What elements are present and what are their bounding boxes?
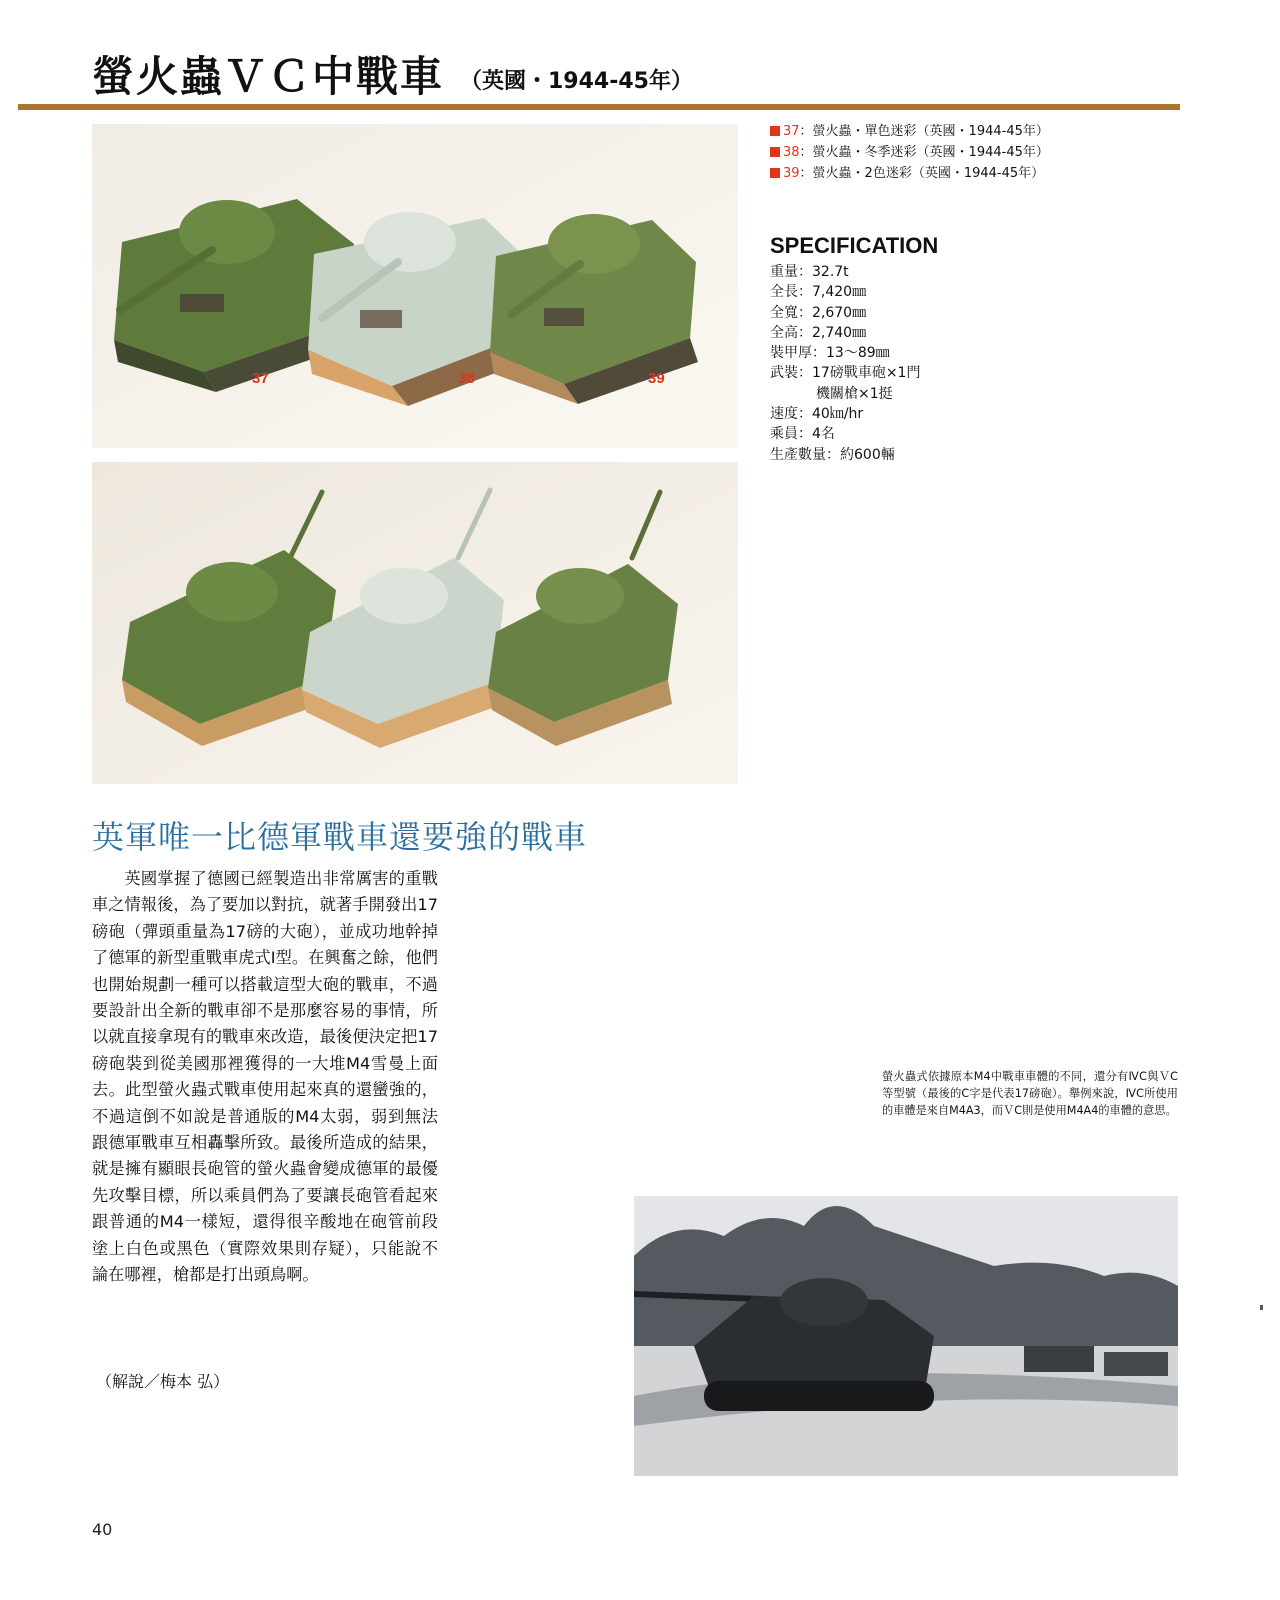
spec-armament: 武裝：17磅戰車砲×1門 [770, 365, 921, 382]
spec-width: 全寬：2,670㎜ [770, 304, 867, 321]
spec-crew: 乘員：4名 [770, 426, 835, 443]
tank-label-37: 37 [252, 370, 269, 387]
red-square-icon [770, 168, 780, 178]
page-subtitle: （英國・1944-45年） [460, 69, 693, 94]
historical-tank-photo [634, 1196, 1178, 1476]
page-number: 40 [92, 1520, 113, 1539]
photo-caption: 螢火蟲式依據原本M4中戰車車體的不同，還分有ⅣC與ＶC等型號（最後的C字是代表17磅砲）。舉例來說，ⅣC所使用的車體是來自M4A3，而ＶC則是使用M4A4的車體的意思。 [882, 1070, 1178, 1117]
spec-armament-secondary: 機關槍×1挺 [816, 385, 893, 402]
spec-production: 生產數量：約600輛 [770, 446, 895, 463]
legend-item-39: 39：螢火蟲・2色迷彩（英國・1944-45年） [770, 163, 1049, 184]
legend-item-37: 37：螢火蟲・單色迷彩（英國・1944-45年） [770, 121, 1049, 142]
tank-label-38: 38 [458, 370, 475, 387]
specification-list [770, 262, 920, 465]
legend-item-38: 38：螢火蟲・冬季迷彩（英國・1944-45年） [770, 142, 1049, 163]
page-title: 螢火蟲ＶＣ中戰車 [92, 52, 445, 101]
title-rule [18, 104, 1180, 110]
article-heading: 英軍唯一比德軍戰車還要強的戰車 [92, 818, 588, 856]
spec-weight: 重量：32.7t [770, 264, 849, 280]
spec-speed: 速度：40㎞/hr [770, 406, 864, 423]
tank-models-photo-front [92, 124, 738, 448]
red-square-icon [770, 147, 780, 157]
spec-length: 全長：7,420㎜ [770, 284, 867, 301]
article-paragraph: 英國掌握了德國已經製造出非常厲害的重戰車之情報後，為了要加以對抗，就著手開發出17磅砲（彈頭重量為17磅的大砲），並成功地幹掉了德軍的新型重戰車虎式Ⅰ型。在興奮之餘，他們也開始規劃一種可以搭載這型大砲的戰車，不過要設計出全新的戰車卻不是那麼容易的事情，所以就直接拿現有的戰車來改造，最後便決定把17磅砲裝到從美國那裡獲得的一大堆M4雪曼上面去。此型螢火蟲式戰車使用起來真的還蠻強的，不過這倒不如說是普通版的M4太弱，弱到無法跟德軍戰車互相轟擊所致。最後所造成的結果，就是擁有顯眼長砲管的螢火蟲會變成德軍的最優先攻擊目標，所以乘員們為了要讓長砲管看起來跟普通的M4一樣短，還得很辛酸地在砲管前段塗上白色或黑色（實際效果則存疑），只能說不論在哪裡，槍都是打出頭鳥啊。 [92, 869, 438, 1285]
spec-height: 全高：2,740㎜ [770, 324, 867, 341]
red-square-icon [770, 126, 780, 136]
article-credit: （解說／梅本 弘） [96, 1372, 230, 1391]
article-body [92, 866, 438, 1289]
specification-title: SPECIFICATION [770, 233, 939, 258]
model-legend [770, 121, 1049, 184]
spec-armor: 裝甲厚：13〜89㎜ [770, 345, 890, 362]
tank-models-photo-rear [92, 462, 738, 784]
tank-label-39: 39 [648, 370, 665, 387]
scan-mark [1260, 1305, 1263, 1310]
